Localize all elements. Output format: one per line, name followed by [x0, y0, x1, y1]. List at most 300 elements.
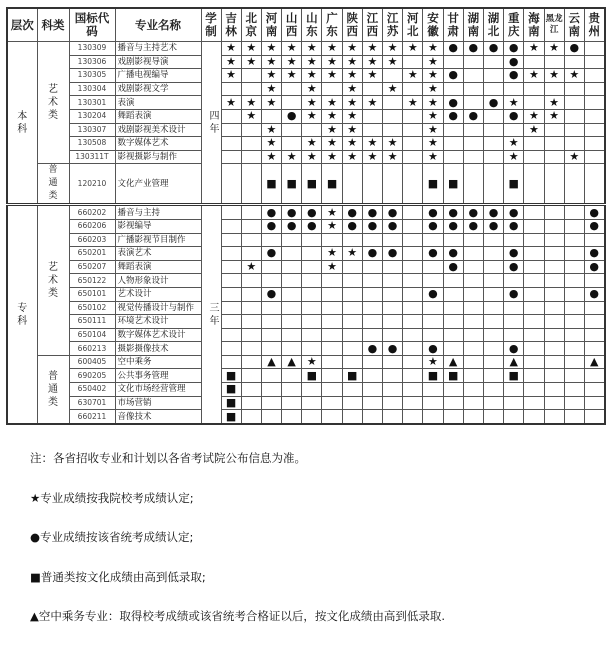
admission-mark — [483, 164, 503, 205]
admission-mark — [443, 82, 463, 96]
admission-mark — [302, 247, 322, 261]
admission-mark: ● — [504, 69, 524, 83]
admission-mark — [362, 260, 382, 274]
admission-mark — [383, 396, 403, 410]
admission-mark — [403, 150, 423, 164]
header-province: 广东 — [322, 8, 342, 42]
admission-mark — [302, 123, 322, 137]
admission-mark — [302, 396, 322, 410]
admission-mark — [241, 233, 261, 247]
admission-mark — [544, 137, 564, 151]
admission-mark: ★ — [362, 150, 382, 164]
header-province: 山西 — [282, 8, 302, 42]
admission-mark: ▲ — [282, 355, 302, 369]
admission-mark — [524, 383, 544, 397]
admission-mark: ● — [362, 205, 382, 220]
admission-mark: ★ — [423, 137, 443, 151]
major-code: 650101 — [69, 287, 115, 301]
admission-mark — [282, 137, 302, 151]
admission-mark — [383, 233, 403, 247]
admission-mark: ★ — [302, 96, 322, 110]
admission-mark — [524, 260, 544, 274]
admission-mark — [403, 55, 423, 69]
admission-mark — [544, 205, 564, 220]
header-province: 湖北 — [483, 8, 503, 42]
admission-mark: ● — [282, 109, 302, 123]
admission-mark — [463, 96, 483, 110]
admission-mark — [403, 383, 423, 397]
admission-mark: ★ — [241, 55, 261, 69]
admission-mark: ● — [564, 42, 584, 56]
admission-mark — [443, 383, 463, 397]
admission-mark: ★ — [241, 260, 261, 274]
admission-mark — [241, 301, 261, 315]
admission-mark — [463, 410, 483, 424]
admission-mark: ★ — [302, 69, 322, 83]
admission-mark — [423, 301, 443, 315]
admission-mark: ● — [463, 205, 483, 220]
admission-mark — [241, 164, 261, 205]
admission-mark — [261, 274, 281, 288]
admission-mark: ■ — [221, 410, 241, 424]
admission-mark — [544, 355, 564, 369]
admission-mark — [241, 69, 261, 83]
table-row — [7, 205, 605, 220]
admission-mark: ★ — [504, 96, 524, 110]
admission-mark — [282, 96, 302, 110]
major-name: 空中乘务 — [115, 355, 201, 369]
admission-mark — [564, 383, 584, 397]
admission-mark: ★ — [524, 109, 544, 123]
header-province: 吉林 — [221, 8, 241, 42]
major-code: 130305 — [69, 69, 115, 83]
admission-mark: ● — [443, 205, 463, 220]
admission-mark: ▲ — [504, 355, 524, 369]
table-row — [7, 287, 605, 301]
admission-mark — [544, 301, 564, 315]
admission-mark — [241, 396, 261, 410]
admission-mark — [221, 205, 241, 220]
admission-mark — [524, 301, 544, 315]
admission-mark — [544, 164, 564, 205]
admission-mark — [524, 205, 544, 220]
admission-mark — [584, 369, 604, 383]
admission-mark: ★ — [261, 69, 281, 83]
admission-mark — [241, 383, 261, 397]
admission-mark: ● — [584, 287, 604, 301]
admission-mark — [261, 396, 281, 410]
admission-mark: ● — [504, 205, 524, 220]
admission-mark: ● — [504, 55, 524, 69]
admission-mark — [524, 96, 544, 110]
admission-mark: ● — [584, 247, 604, 261]
header-duration: 学制 — [201, 8, 221, 42]
admission-mark: ■ — [221, 396, 241, 410]
admission-mark: ★ — [524, 69, 544, 83]
admission-mark: ★ — [362, 96, 382, 110]
admission-mark — [463, 233, 483, 247]
admission-mark — [362, 233, 382, 247]
major-code: 130301 — [69, 96, 115, 110]
major-code: 660203 — [69, 233, 115, 247]
admission-mark — [524, 150, 544, 164]
admission-mark — [302, 383, 322, 397]
major-name: 广播影视节目制作 — [115, 233, 201, 247]
table-row — [7, 42, 605, 56]
note-line: ▲空中乘务专业：取得校考成绩或该省统考合格证以后，按文化成绩由高到低录取. — [30, 609, 445, 623]
header-province: 安徽 — [423, 8, 443, 42]
admission-mark — [443, 287, 463, 301]
major-code: 130306 — [69, 55, 115, 69]
admission-mark — [463, 287, 483, 301]
admission-mark — [322, 82, 342, 96]
admission-mark — [483, 82, 503, 96]
admission-mark: ★ — [221, 55, 241, 69]
admission-mark — [221, 233, 241, 247]
admission-mark — [383, 96, 403, 110]
admission-mark: ● — [443, 219, 463, 233]
table-row — [7, 274, 605, 288]
admission-mark — [483, 150, 503, 164]
admission-mark — [403, 219, 423, 233]
major-name: 表演艺术 — [115, 247, 201, 261]
admission-mark — [342, 301, 362, 315]
admission-mark — [504, 233, 524, 247]
admission-mark — [584, 96, 604, 110]
table-header-row — [7, 8, 605, 42]
admission-mark: ★ — [504, 137, 524, 151]
admission-mark — [544, 233, 564, 247]
admission-mark: ● — [302, 219, 322, 233]
admission-mark — [483, 123, 503, 137]
admission-mark — [584, 69, 604, 83]
admission-mark: ● — [443, 247, 463, 261]
admission-mark: ★ — [564, 150, 584, 164]
major-code: 130508 — [69, 137, 115, 151]
admission-mark — [544, 274, 564, 288]
admission-mark — [302, 328, 322, 342]
admission-mark — [564, 82, 584, 96]
admission-mark — [282, 260, 302, 274]
admission-mark — [261, 260, 281, 274]
admission-mark: ★ — [322, 55, 342, 69]
admission-mark: ● — [423, 219, 443, 233]
admission-mark — [524, 274, 544, 288]
admission-mark — [322, 315, 342, 329]
category-cell: 艺术类 — [37, 205, 69, 356]
admission-mark — [362, 164, 382, 205]
admission-mark — [463, 369, 483, 383]
header-province: 湖南 — [463, 8, 483, 42]
admission-mark — [302, 301, 322, 315]
admission-mark: ★ — [241, 42, 261, 56]
admission-mark — [403, 205, 423, 220]
header-province: 河北 — [403, 8, 423, 42]
admission-mark: ★ — [322, 96, 342, 110]
admission-mark — [504, 328, 524, 342]
admission-mark — [322, 274, 342, 288]
admission-mark — [463, 150, 483, 164]
admission-mark: ● — [423, 342, 443, 356]
admission-mark — [463, 328, 483, 342]
admission-mark — [342, 260, 362, 274]
admission-mark — [221, 274, 241, 288]
table-row — [7, 96, 605, 110]
admission-mark — [241, 315, 261, 329]
admission-mark: ★ — [544, 42, 564, 56]
admission-mark — [302, 260, 322, 274]
admission-mark — [463, 137, 483, 151]
admission-mark: ▲ — [261, 355, 281, 369]
table-row — [7, 315, 605, 329]
admission-mark: ★ — [302, 109, 322, 123]
major-code: 650111 — [69, 315, 115, 329]
admission-mark — [443, 410, 463, 424]
admission-mark: ● — [282, 205, 302, 220]
admission-mark — [261, 315, 281, 329]
admission-mark — [261, 233, 281, 247]
admission-mark — [524, 396, 544, 410]
admission-mark — [483, 55, 503, 69]
admission-mark — [564, 109, 584, 123]
admission-mark — [362, 315, 382, 329]
admission-mark — [483, 137, 503, 151]
admission-mark — [362, 287, 382, 301]
admission-mark — [544, 383, 564, 397]
admission-mark — [584, 328, 604, 342]
note-line: ●专业成绩按该省统考成绩认定; — [30, 530, 194, 544]
table-row — [7, 164, 605, 205]
admission-mark: ● — [342, 205, 362, 220]
admission-mark: ★ — [423, 355, 443, 369]
admission-mark — [524, 342, 544, 356]
major-name: 市场营销 — [115, 396, 201, 410]
admission-mark — [221, 82, 241, 96]
admission-mark — [564, 342, 584, 356]
admission-mark — [483, 301, 503, 315]
admission-mark — [302, 274, 322, 288]
table-row — [7, 137, 605, 151]
admission-mark — [302, 342, 322, 356]
admission-mark — [544, 123, 564, 137]
admission-mark — [221, 342, 241, 356]
admission-mark — [483, 69, 503, 83]
admission-mark — [362, 109, 382, 123]
admission-mark: ★ — [342, 96, 362, 110]
duration-cell: 三年 — [201, 205, 221, 424]
table-row — [7, 355, 605, 369]
admission-mark: ★ — [261, 137, 281, 151]
notes-section — [30, 450, 445, 648]
admission-mark — [544, 342, 564, 356]
admission-mark — [584, 233, 604, 247]
admission-mark — [362, 383, 382, 397]
admission-mark: ★ — [261, 55, 281, 69]
header-province: 陕西 — [342, 8, 362, 42]
admission-mark: ★ — [544, 69, 564, 83]
admission-mark — [483, 109, 503, 123]
admission-mark — [241, 219, 261, 233]
table-row — [7, 69, 605, 83]
admission-mark — [423, 383, 443, 397]
admission-mark — [403, 82, 423, 96]
admission-mark — [342, 274, 362, 288]
major-code: 130311T — [69, 150, 115, 164]
admission-mark: ● — [584, 260, 604, 274]
admission-mark: ★ — [342, 247, 362, 261]
admission-mark: ★ — [383, 55, 403, 69]
admission-mark — [383, 274, 403, 288]
level-cell: 本科 — [7, 42, 37, 205]
header-province: 云南 — [564, 8, 584, 42]
admission-mark: ● — [423, 247, 443, 261]
admission-mark: ★ — [504, 150, 524, 164]
admission-mark — [221, 219, 241, 233]
admission-mark: ■ — [261, 164, 281, 205]
admission-mark: ▲ — [443, 355, 463, 369]
admission-mark — [443, 150, 463, 164]
admission-mark — [342, 342, 362, 356]
admission-mark — [342, 383, 362, 397]
admission-mark — [241, 369, 261, 383]
admission-mark: ● — [362, 219, 382, 233]
admission-mark: ★ — [322, 42, 342, 56]
admission-mark — [504, 82, 524, 96]
admission-mark — [524, 287, 544, 301]
admission-mark: ● — [342, 219, 362, 233]
admission-mark: ★ — [423, 150, 443, 164]
admission-mark — [584, 42, 604, 56]
admission-mark — [261, 369, 281, 383]
admission-mark — [463, 315, 483, 329]
table-row — [7, 328, 605, 342]
admission-mark — [261, 328, 281, 342]
admission-mark — [221, 355, 241, 369]
major-code: 660211 — [69, 410, 115, 424]
note-line: 注：各省招收专业和计划以各省考试院公布信息为准。 — [30, 451, 306, 465]
admission-mark — [564, 55, 584, 69]
admission-mark — [483, 355, 503, 369]
admission-mark — [483, 396, 503, 410]
admission-mark: ★ — [383, 82, 403, 96]
major-code: 130309 — [69, 42, 115, 56]
admission-mark — [342, 328, 362, 342]
admission-mark — [423, 315, 443, 329]
admission-mark — [221, 123, 241, 137]
admission-mark — [443, 315, 463, 329]
admission-mark: ★ — [302, 355, 322, 369]
major-code: 130304 — [69, 82, 115, 96]
admission-mark — [322, 355, 342, 369]
admission-mark: ★ — [302, 150, 322, 164]
admission-mark: ● — [261, 219, 281, 233]
admission-mark: ● — [443, 109, 463, 123]
admission-mark: ★ — [423, 55, 443, 69]
table-row — [7, 233, 605, 247]
admission-mark: ★ — [261, 82, 281, 96]
header-code: 国标代码 — [69, 8, 115, 42]
admission-mark — [241, 150, 261, 164]
admission-mark — [261, 342, 281, 356]
major-code: 650122 — [69, 274, 115, 288]
admission-mark — [342, 410, 362, 424]
admission-mark — [483, 247, 503, 261]
admission-mark — [544, 315, 564, 329]
note-line: ★专业成绩按我院校考成绩认定; — [30, 490, 194, 505]
admission-mark — [443, 55, 463, 69]
admission-mark: ★ — [302, 137, 322, 151]
table-row — [7, 301, 605, 315]
admission-mark: ★ — [423, 69, 443, 83]
admission-mark — [362, 369, 382, 383]
admission-mark — [282, 342, 302, 356]
admission-mark — [261, 410, 281, 424]
major-code: 130204 — [69, 109, 115, 123]
major-name: 影视摄影与制作 — [115, 150, 201, 164]
admission-mark: ■ — [423, 369, 443, 383]
major-name: 舞蹈表演 — [115, 109, 201, 123]
admission-mark — [342, 287, 362, 301]
admission-mark — [564, 315, 584, 329]
admission-mark: ★ — [322, 109, 342, 123]
admission-mark — [504, 301, 524, 315]
admission-mark: ● — [504, 42, 524, 56]
admission-mark — [544, 150, 564, 164]
admission-mark — [524, 55, 544, 69]
admission-mark: ● — [504, 260, 524, 274]
admission-mark — [463, 260, 483, 274]
admission-mark — [383, 410, 403, 424]
admission-mark — [483, 260, 503, 274]
major-code: 600405 — [69, 355, 115, 369]
admission-mark — [564, 233, 584, 247]
admission-mark — [483, 315, 503, 329]
admission-mark: ● — [423, 287, 443, 301]
admission-mark: ● — [483, 205, 503, 220]
admission-mark — [524, 82, 544, 96]
admission-mark — [564, 123, 584, 137]
admission-mark — [403, 123, 423, 137]
admission-mark — [483, 383, 503, 397]
admission-mark — [584, 396, 604, 410]
admission-mark — [443, 328, 463, 342]
admission-mark — [423, 328, 443, 342]
table-row — [7, 82, 605, 96]
admission-mark — [241, 137, 261, 151]
admission-mark — [362, 274, 382, 288]
admission-mark — [342, 355, 362, 369]
admission-mark — [383, 164, 403, 205]
category-cell: 艺术类 — [37, 42, 69, 164]
admission-mark — [584, 410, 604, 424]
admission-mark — [483, 274, 503, 288]
admission-mark — [463, 55, 483, 69]
table-row — [7, 55, 605, 69]
admission-mark: ★ — [362, 55, 382, 69]
admission-mark: ● — [443, 69, 463, 83]
admission-mark — [483, 287, 503, 301]
admission-mark — [221, 287, 241, 301]
admission-mark — [564, 369, 584, 383]
admission-mark — [362, 82, 382, 96]
admission-mark — [302, 315, 322, 329]
admission-mark — [261, 301, 281, 315]
admission-mark — [463, 274, 483, 288]
admission-mark — [342, 233, 362, 247]
admission-mark — [544, 55, 564, 69]
admission-mark — [221, 247, 241, 261]
major-name: 戏剧影视文学 — [115, 82, 201, 96]
